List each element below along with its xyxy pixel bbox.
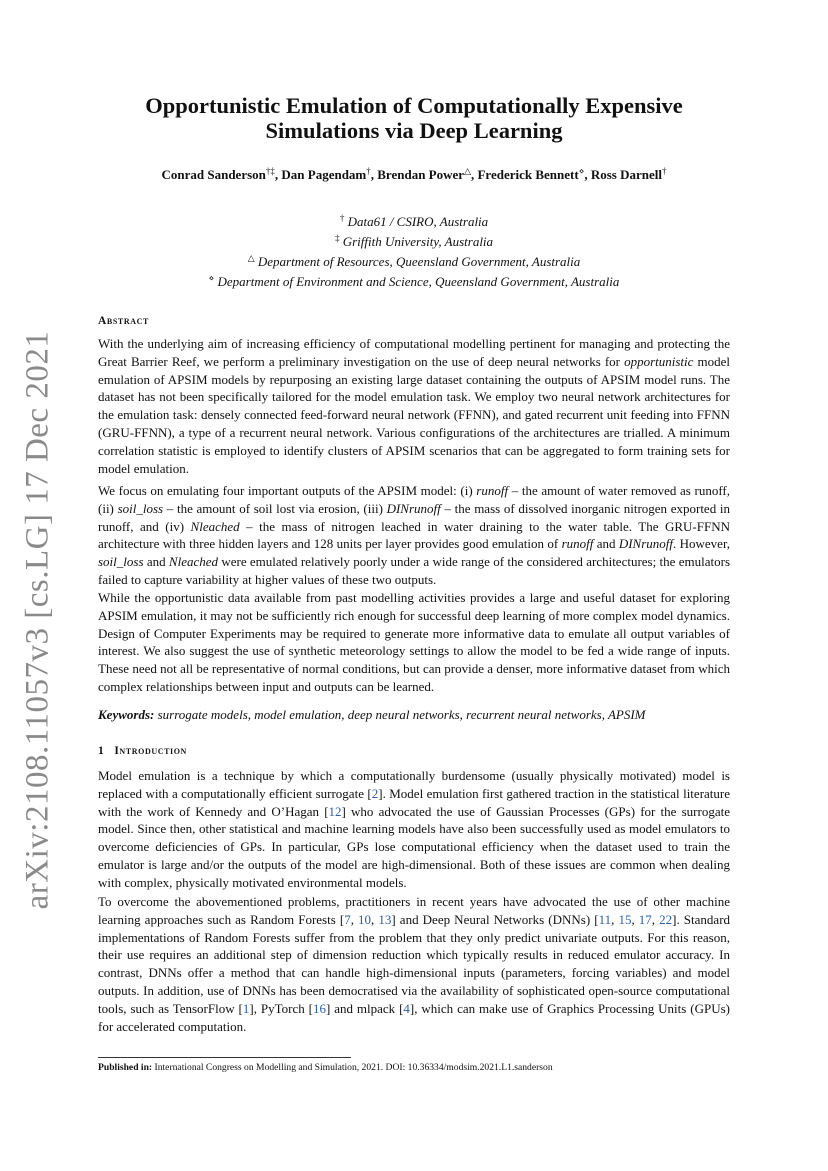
author-separator: , bbox=[274, 167, 282, 182]
section-number: 1 bbox=[98, 745, 105, 757]
arxiv-identifier-stamp bbox=[18, 330, 58, 910]
citation-link[interactable]: 13 bbox=[378, 911, 392, 927]
text-run: With the underlying aim of increasing efficiency of computational modelling pertinent for managing and protecting the Great Barrier Reef, we perform a preliminary investigation on the use of deep neural networks for bbox=[98, 336, 730, 369]
citation-link[interactable]: 1 bbox=[242, 1000, 250, 1016]
affiliation-text: Department of Resources, Queensland Government, Australia bbox=[257, 254, 581, 269]
citation-link[interactable]: 17 bbox=[638, 911, 652, 927]
variable-name: soil_loss bbox=[98, 554, 144, 570]
footnote-text: International Congress on Modelling and Simulation, 2021. DOI: 10.36334/modsim.2021.L1.sanderson bbox=[152, 1062, 553, 1073]
text-run: , bbox=[631, 911, 639, 927]
text-run: model emulation of APSIM models by repurposing an existing large dataset containing the outputs of APSIM model runs. The dataset has not been specifically tailored for the model emulation task. We employ two neural network architectures for the emulation task: densely connected feed-forward neural network (FFNN), and gated recurrent unit feeding into FFNN (GRU-FFNN), a type of a recurrent neural network. Various configurations of the architectures are trialled. A minimum correlation statistic is employed to identify clusters of APSIM scenarios that can be aggregated to form training sets for model emulation. bbox=[98, 353, 731, 476]
abstract-heading: Abstract bbox=[98, 315, 149, 327]
citation-link[interactable]: 15 bbox=[618, 911, 632, 927]
citation-link[interactable]: 7 bbox=[344, 911, 351, 927]
text-run: , bbox=[651, 911, 660, 927]
author-affiliation-mark: ⋄ bbox=[578, 166, 585, 176]
abstract-paragraph-2 bbox=[98, 482, 730, 589]
author-affiliation-mark: △ bbox=[464, 166, 471, 176]
affiliation-list bbox=[98, 210, 730, 290]
author-list bbox=[98, 166, 730, 183]
text-run: To overcome the abovementioned problems, practitioners in recent years have advocated the use of other machine learning approaches such as Random Forests [ bbox=[98, 894, 730, 927]
author-name: Frederick Bennett bbox=[477, 167, 579, 182]
variable-name: DINrunoff bbox=[618, 536, 674, 552]
variable-name: runoff bbox=[561, 536, 594, 552]
arxiv-identifier-text: arXiv:2108.11057v3 [cs.LG] 17 Dec 2021 bbox=[19, 330, 56, 910]
variable-name: runoff bbox=[476, 483, 509, 498]
text-run: ]. Standard implementations of Random Forests suffer from the problem that they only predict univariate outputs. For this reason, their use requires an additional step of dimension reduction which typically results in reduced emulator accuracy. In contrast, DNNs offer a method that can handle high-dimensional inputs (parameters, forcing variables) and model outputs. In addition, use of DNNs has been democratised via the availability of sophisticated open-source computational tools, such as TensorFlow [ bbox=[98, 911, 731, 1016]
variable-name: soil_loss bbox=[117, 500, 164, 516]
keywords-text: surrogate models, model emulation, deep neural networks, recurrent neural networks, APSIM bbox=[157, 707, 646, 722]
author-affiliation-mark: † bbox=[366, 166, 371, 176]
author-name: Ross Darnell bbox=[590, 167, 662, 182]
author-name: Dan Pagendam bbox=[281, 167, 367, 182]
abstract-paragraph-1 bbox=[98, 335, 730, 477]
affiliation-text: Griffith University, Australia bbox=[342, 234, 494, 249]
citation-link[interactable]: 2 bbox=[371, 785, 379, 801]
introduction-paragraph-2 bbox=[98, 893, 730, 1035]
affiliation-item bbox=[98, 270, 730, 290]
affiliation-mark: ⋄ bbox=[208, 273, 215, 283]
text-run: – the mass of nitrogen leached in water draining to the water table. The GRU-FFNN architecture with three hidden layers and 128 units per layer provides good emulation of bbox=[98, 518, 730, 552]
author-name: Conrad Sanderson bbox=[161, 167, 266, 182]
text-run: , bbox=[371, 911, 379, 927]
variable-name: DINrunoff bbox=[386, 500, 441, 516]
text-run: ], PyTorch [ bbox=[249, 1000, 313, 1016]
affiliation-mark: ‡ bbox=[334, 233, 340, 243]
text-run: – the amount of water removed as runoff, (ii) bbox=[98, 483, 730, 516]
text-run: , bbox=[611, 911, 619, 927]
title-line-1: Opportunistic Emulation of Computationally Expensive bbox=[145, 93, 683, 118]
author-separator: , bbox=[584, 167, 591, 182]
text-run: ]. Model emulation first gathered traction in the statistical literature with the work of Kennedy and O’Hagan [ bbox=[98, 785, 730, 819]
text-run: ], which can make use of Graphics Processing Units (GPUs) for accelerated computation. bbox=[98, 1000, 730, 1034]
keywords-line bbox=[98, 706, 730, 724]
text-run: were emulated relatively poorly under a wide range of the considered architectures; the emulators failed to capture variability at higher values of these two outputs. bbox=[98, 554, 730, 587]
text-run: We focus on emulating four important outputs of the APSIM model: (i) bbox=[98, 483, 477, 498]
text-run: and bbox=[593, 536, 619, 552]
author-affiliation-mark: †‡ bbox=[265, 166, 275, 176]
citation-link[interactable]: 16 bbox=[312, 1000, 326, 1016]
author-separator: , bbox=[370, 167, 378, 182]
publication-footnote bbox=[98, 1062, 553, 1073]
text-run: ] who advocated the use of Gaussian Processes (GPs) for the surrogate model. Since then, other statistical and machine learning models have also been successfully used as model emulators to overcome deficiencies of GPs. In particular, GPs lose computational efficiency when the dataset used to train the emulator is large and/or the outputs of the model are high-dimensional. Both of these issues are common when dealing with complex, physically motivated environmental models. bbox=[98, 803, 730, 890]
text-run: and bbox=[143, 554, 169, 570]
variable-name: Nleached bbox=[168, 554, 219, 570]
author-name: Brendan Power bbox=[377, 167, 465, 182]
citation-link[interactable]: 22 bbox=[659, 911, 673, 927]
text-run: . However, bbox=[673, 536, 730, 552]
citation-link[interactable]: 10 bbox=[358, 911, 372, 927]
affiliation-mark: † bbox=[339, 213, 345, 223]
abstract-paragraph-3: While the opportunistic data available from past modelling activities provides a large and useful dataset for exploring APSIM emulation, it may not be sufficiently rich enough for successful deep learning of more complex model dynamics. Design of Computer Experiments may be required to generate more informative data to emulate all output variables of interest. We also suggest the use of synthetic meteorology settings to allow the model to be fed a wide range of inputs. These need not all be representative of normal conditions, but can provide a denser, more informative dataset from which complex relationships between input and outputs can be learned. bbox=[98, 590, 730, 694]
citation-link[interactable]: 4 bbox=[403, 1000, 410, 1016]
affiliation-text: Department of Environment and Science, Queensland Government, Australia bbox=[217, 274, 620, 289]
emphasis: opportunistic bbox=[624, 353, 694, 369]
footnote-divider bbox=[98, 1057, 351, 1058]
affiliation-item bbox=[98, 210, 730, 230]
citation-link[interactable]: 11 bbox=[598, 911, 612, 927]
citation-link[interactable]: 12 bbox=[328, 803, 342, 819]
footnote-label: Published in: bbox=[98, 1062, 153, 1073]
text-run: , bbox=[350, 911, 359, 927]
keywords-label: Keywords: bbox=[98, 707, 155, 722]
author-separator: , bbox=[470, 167, 478, 182]
text-run: – the mass of dissolved inorganic nitrogen exported in runoff, and (iv) bbox=[98, 500, 731, 534]
text-run: ] and Deep Neural Networks (DNNs) [ bbox=[391, 911, 599, 927]
title-line-2: Simulations via Deep Learning bbox=[265, 118, 563, 143]
author-affiliation-mark: † bbox=[661, 166, 667, 176]
variable-name: Nleached bbox=[190, 518, 240, 534]
affiliation-mark: △ bbox=[247, 253, 255, 263]
affiliation-item bbox=[98, 250, 730, 270]
affiliation-item bbox=[98, 230, 730, 250]
introduction-paragraph-1 bbox=[98, 767, 730, 892]
text-run: Model emulation is a technique by which a computationally burdensome (usually physically motivated) model is replaced with a computationally efficient surrogate [ bbox=[98, 768, 730, 801]
section-title: Introduction bbox=[114, 745, 187, 757]
introduction-heading bbox=[98, 745, 187, 757]
affiliation-text: Data61 / CSIRO, Australia bbox=[347, 214, 489, 229]
text-run: – the amount of soil lost via erosion, (iii) bbox=[163, 500, 387, 516]
text-run: ] and mlpack [ bbox=[325, 1000, 404, 1016]
paper-title bbox=[98, 93, 730, 143]
